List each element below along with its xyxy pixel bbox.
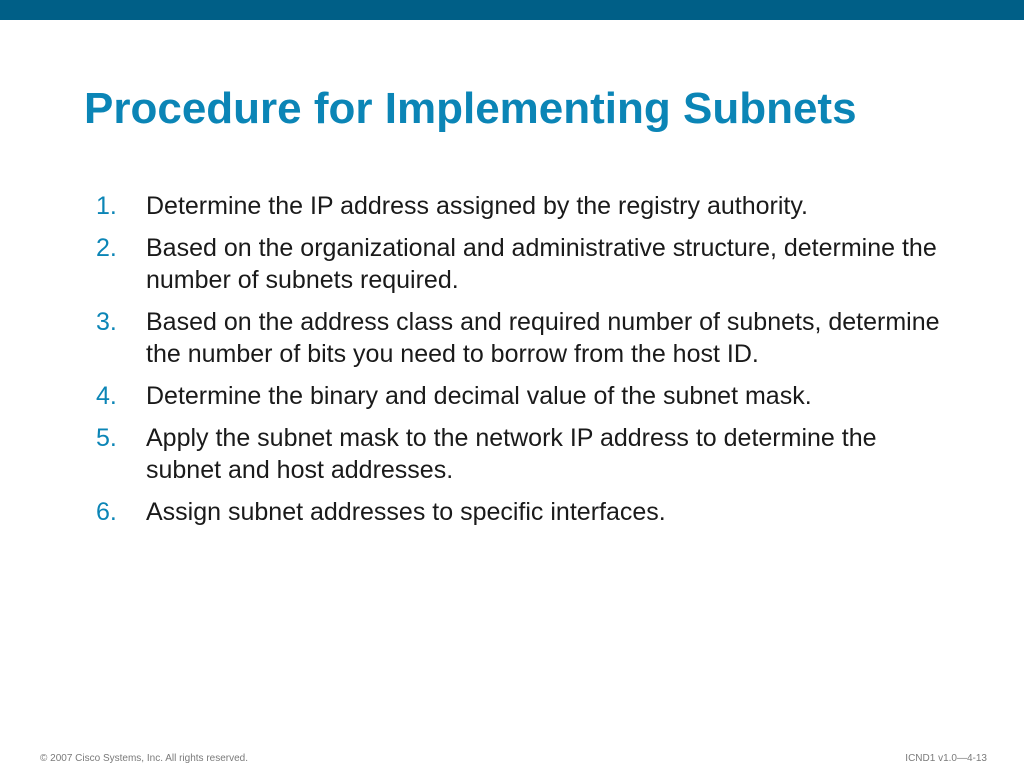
step-text: Determine the binary and decimal value of the subnet mask. (146, 382, 812, 410)
step-item-5 (96, 422, 946, 486)
step-number: 6. (96, 498, 117, 526)
step-number: 4. (96, 382, 117, 410)
top-banner-bar (0, 0, 1024, 20)
step-text: Determine the IP address assigned by the registry authority. (146, 192, 808, 220)
step-item-3 (96, 306, 946, 370)
step-item-1 (96, 190, 946, 222)
step-item-4 (96, 380, 946, 412)
step-text: Assign subnet addresses to specific interfaces. (146, 498, 666, 526)
procedure-steps-list (96, 190, 946, 538)
step-number: 2. (96, 234, 117, 262)
step-item-6 (96, 496, 946, 528)
step-text: Apply the subnet mask to the network IP address to determine the subnet and host addresses. (146, 424, 877, 484)
step-number: 1. (96, 192, 117, 220)
step-item-2 (96, 232, 946, 296)
course-page-id: ICND1 v1.0—4-13 (905, 753, 987, 764)
step-text: Based on the organizational and administrative structure, determine the number of subnets required. (146, 234, 937, 294)
copyright-footer: © 2007 Cisco Systems, Inc. All rights reserved. (40, 753, 249, 764)
slide-title: Procedure for Implementing Subnets (84, 84, 857, 133)
step-number: 3. (96, 308, 117, 336)
step-text: Based on the address class and required number of subnets, determine the number of bits you need to borrow from the host ID. (146, 308, 940, 368)
step-number: 5. (96, 424, 117, 452)
